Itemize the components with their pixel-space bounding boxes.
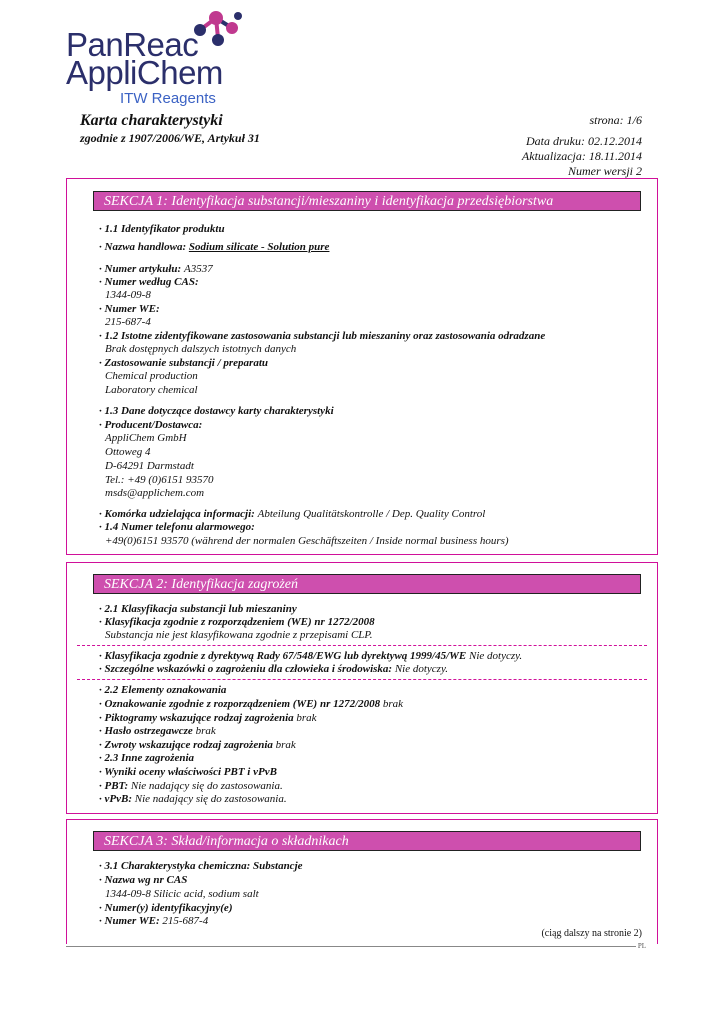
section-1 <box>66 178 658 555</box>
s3-label: · Nazwa wg nr CAS <box>99 874 188 886</box>
email-link[interactable]: msds@applichem.com <box>105 487 205 499</box>
continued-note: (ciąg dalszy na stronie 2) <box>541 928 642 939</box>
s2-label: · 2.3 Inne zagrożenia <box>99 752 195 764</box>
s1-text: Ottoweg 4 <box>105 446 151 458</box>
doc-title: Karta charakterystyki <box>80 112 223 129</box>
article-number: A3537 <box>183 263 213 275</box>
s1-text: Chemical production <box>105 370 198 382</box>
divider <box>77 645 647 646</box>
s1-label: · Nazwa handlowa: <box>99 241 189 253</box>
s1-text: Laboratory chemical <box>105 384 198 396</box>
s2-text: Nie dotyczy. <box>394 663 448 675</box>
s2-label: · 2.1 Klasyfikacja substancji lub mieszaniny <box>99 603 297 615</box>
section-3-title: SEKCJA 3: Skład/informacja o składnikach <box>93 831 641 851</box>
s2-text: Nie nadający się do zastosowania. <box>134 793 287 805</box>
s1-label: · 1.4 Numer telefonu alarmowego: <box>99 521 255 533</box>
logo-line1: PanReac <box>66 26 199 63</box>
doc-subtitle: zgodnie z 1907/2006/WE, Artykuł 31 <box>80 131 260 145</box>
logo-sub: ITW Reagents <box>120 90 216 107</box>
s2-label: · Klasyfikacja zgodnie z dyrektywą Rady 67/548/EWG lub dyrektywą 1999/45/WE <box>99 650 470 662</box>
doc-meta <box>522 113 642 179</box>
cas-number: 1344-09-8 <box>105 289 151 301</box>
print-date: Data druku: 02.12.2014 <box>526 134 642 148</box>
s1-text: Brak dostępnych dalszych istotnych danych <box>105 343 297 355</box>
s3-label: · Numer WE: <box>99 915 163 927</box>
s3-text: 1344-09-8 Silicic acid, sodium salt <box>105 888 259 900</box>
s3-label: · Numer(y) identyfikacyjny(e) <box>99 902 233 914</box>
s2-text: brak <box>296 712 317 724</box>
s3-text: 215-687-4 <box>162 915 209 927</box>
s1-label: · Numer artykułu: <box>99 263 184 275</box>
section-2 <box>66 562 658 814</box>
s1-text: Abteilung Qualitätskontrolle / Dep. Quality Control <box>257 508 486 520</box>
footer-line <box>66 946 636 947</box>
s1-text: Tel.: +49 (0)6151 93570 <box>105 474 214 486</box>
logo-line2: AppliChem <box>66 54 223 91</box>
s2-label: · Klasyfikacja zgodnie z rozporządzeniem (WE) nr 1272/2008 <box>99 616 375 628</box>
s1-label: · Producent/Dostawca: <box>99 419 203 431</box>
trade-name: Sodium silicate - Solution pure <box>188 241 330 253</box>
s2-label: · Wyniki oceny właściwości PBT i vPvB <box>99 766 277 778</box>
company-logo <box>60 8 260 108</box>
s1-line: · 1.1 Identyfikator produktu <box>99 223 225 235</box>
s2-label: · PBT: <box>99 780 131 792</box>
ec-number: 215-687-4 <box>105 316 151 328</box>
version: Numer wersji 2 <box>567 164 642 178</box>
s1-label: · 1.2 Istotne zidentyfikowane zastosowania substancji lub mieszaniny oraz zastosowania odradzane <box>99 330 546 342</box>
emergency-phone: +49(0)6151 93570 (während der normalen Geschäftszeiten / Inside normal business hours) <box>105 535 509 547</box>
s1-label: · Zastosowanie substancji / preparatu <box>99 357 269 369</box>
s3-label: · 3.1 Charakterystyka chemiczna: Substancje <box>99 860 303 872</box>
s1-label: · 1.3 Dane dotyczące dostawcy karty charakterystyki <box>99 405 334 417</box>
section-1-title: SEKCJA 1: Identyfikacja substancji/mieszaniny i identyfikacja przedsiębiorstwa <box>93 191 641 211</box>
s2-text: brak <box>382 698 404 710</box>
s2-text: brak <box>195 725 216 737</box>
s2-label: · Szczególne wskazówki o zagrożeniu dla człowieka i środowiska: <box>99 663 395 675</box>
divider <box>77 679 647 680</box>
s2-text: Nie dotyczy. <box>469 650 523 662</box>
section-3 <box>66 819 658 944</box>
s2-label: · Oznakowanie zgodnie z rozporządzeniem (WE) nr 1272/2008 <box>99 698 383 710</box>
s1-label: · Komórka udzielająca informacji: <box>99 508 258 520</box>
s2-label: · vPvB: <box>99 793 135 805</box>
s2-label: · Zwroty wskazujące rodzaj zagrożenia <box>99 739 276 751</box>
section-2-title: SEKCJA 2: Identyfikacja zagrożeń <box>93 574 641 594</box>
update-date: Aktualizacja: 18.11.2014 <box>521 149 642 163</box>
language-code: PL <box>637 942 646 950</box>
s1-text: D-64291 Darmstadt <box>105 460 194 472</box>
s2-text: brak <box>275 739 296 751</box>
s2-label: · 2.2 Elementy oznakowania <box>99 684 227 696</box>
s2-label: · Piktogramy wskazujące rodzaj zagrożenia <box>99 712 297 724</box>
s1-label: · Numer według CAS: <box>99 276 199 288</box>
s2-text: Substancja nie jest klasyfikowana zgodnie z przepisami CLP. <box>105 629 373 641</box>
s1-text: AppliChem GmbH <box>105 432 187 444</box>
s1-label: · Numer WE: <box>99 303 160 315</box>
s2-label: · Hasło ostrzegawcze <box>99 725 196 737</box>
page-number: strona: 1/6 <box>589 113 642 127</box>
s2-text: Nie nadający się do zastosowania. <box>130 780 283 792</box>
